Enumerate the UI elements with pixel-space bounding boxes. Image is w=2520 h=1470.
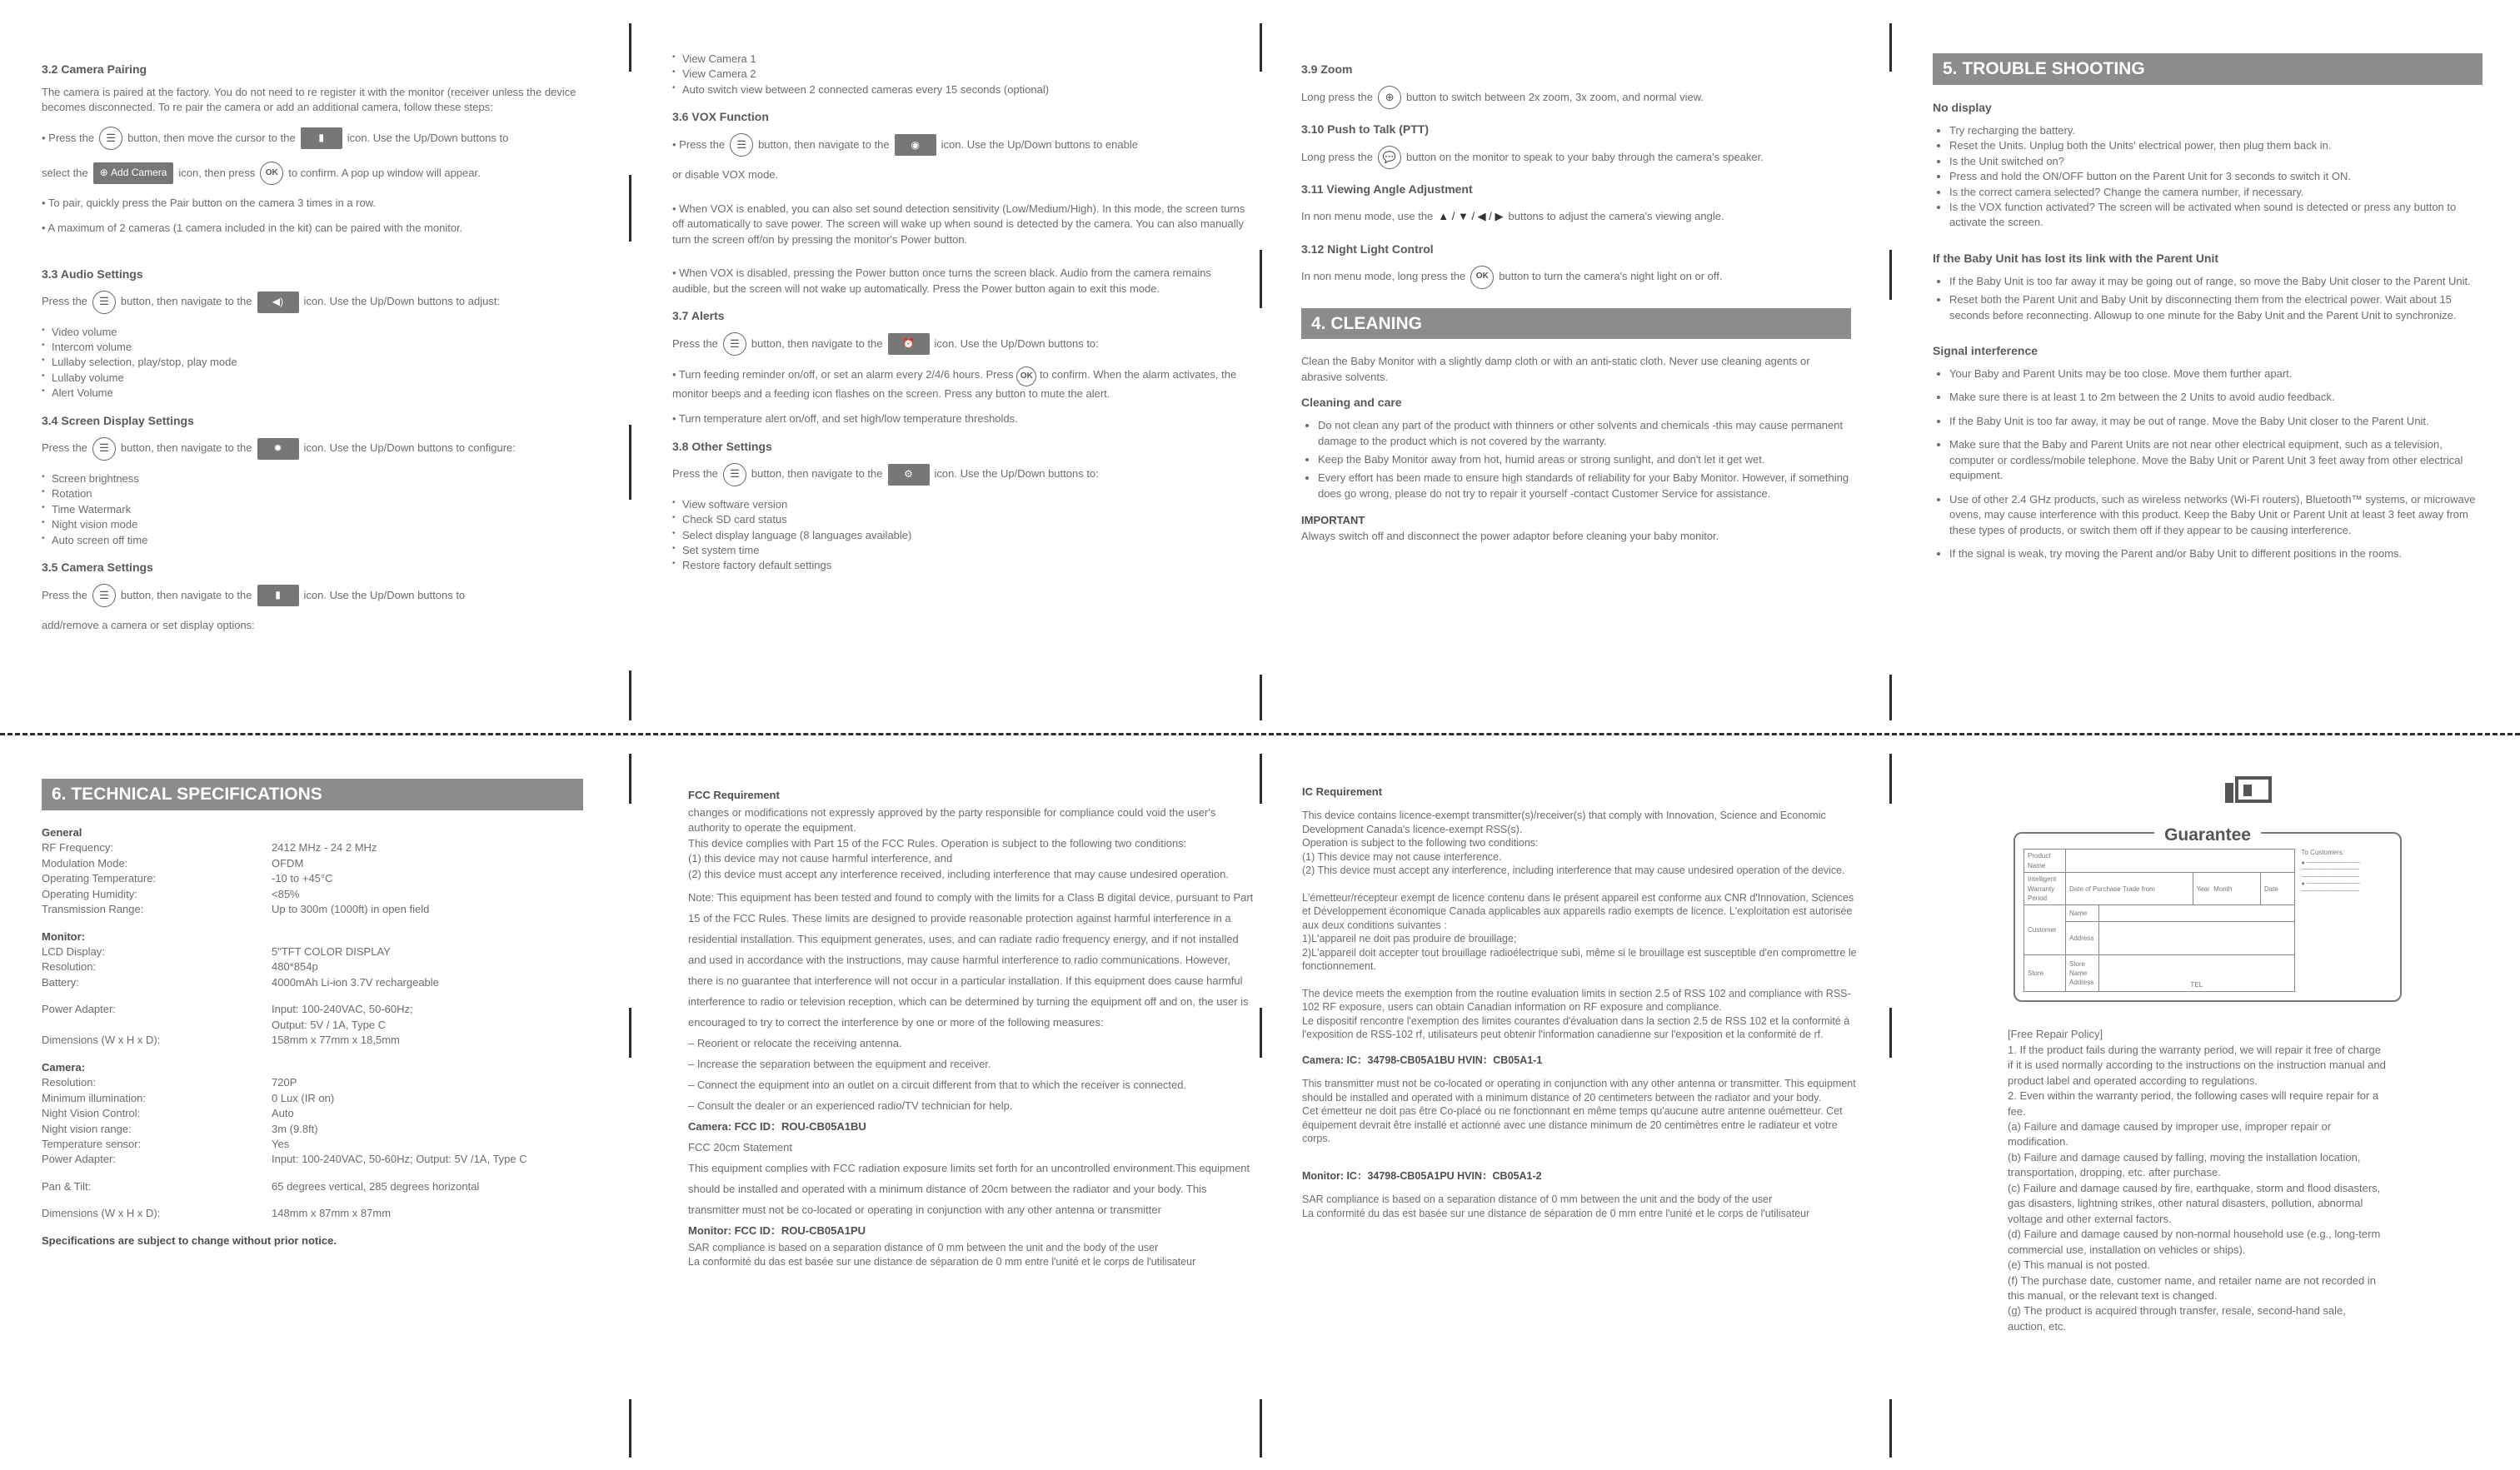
other-settings-list [672, 497, 1247, 574]
vox-row: • Press the ☰ button, then navigate to the ◉ icon. Use the Up/Down buttons to enable [672, 132, 1247, 157]
spec-value: 480*854p [272, 960, 318, 974]
ic-heading: IC Requirement [1302, 785, 1383, 798]
heading-3-5: 3.5 Camera Settings [42, 560, 153, 574]
list-item: • Reset both the Parent Unit and Baby Unit by disconnecting them from the electrical power. Wait about 15 seconds before reconnecting. Allowup to one minute for the Baby Unit and the Parent Unit to synchronize. [1949, 292, 2483, 323]
spec-label: LCD Display: [42, 944, 105, 958]
spec-group-title: Camera: [42, 1060, 86, 1074]
ok-icon: OK [1470, 266, 1494, 289]
fold-line-2b [1260, 250, 1262, 308]
fold-line-3f [1889, 1399, 1892, 1458]
list-item: • If the Baby Unit is too far away it may be going out of range, so move the Baby Unit closer to the Parent Unit. [1949, 274, 2483, 289]
no-display-list [1949, 123, 2483, 231]
fold-line-3d [1889, 754, 1892, 804]
add-camera-icon: ⊕ Add Camera [93, 162, 174, 184]
spec-value: 4000mAh Li-ion 3.7V rechargeable [272, 975, 439, 989]
list-item: • Intercom volume [42, 340, 591, 355]
ok-icon: OK [260, 162, 283, 185]
spec-group [42, 825, 583, 918]
spec-value: Output: 5V / 1A, Type C [272, 1018, 387, 1031]
guarantee-table: Product Name Intelligent Warranty Period Date of Purchase Trade from Year Month Date Customer Name Address Store Store Name Address TEL [2023, 849, 2295, 992]
spec-group-title: Monitor: [42, 929, 85, 943]
panel-tech-specs [42, 779, 583, 1445]
panel-vox-alerts [672, 52, 1247, 701]
fold-line-1c [629, 425, 631, 500]
spec-group [42, 929, 583, 991]
spec-label: Power Adapter: [42, 1153, 116, 1166]
camera-settings-row: Press the ☰ button, then navigate to the ▮ icon. Use the Up/Down buttons to [42, 583, 591, 608]
spec-label: Dimensions (W x H x D): [42, 1034, 161, 1047]
list-item: • Auto switch view between 2 connected cameras every 15 seconds (optional) [672, 82, 1247, 97]
fcc-camera-id: Camera: FCC ID：ROU-CB05A1BU [688, 1120, 866, 1134]
list-item: • Do not clean any part of the product with thinners or other solvents and chemicals -this may cause permanent damage to the product which is not covered by the warranty. [1318, 418, 1851, 449]
fold-line-2f [1260, 1399, 1262, 1458]
spec-value: Auto [272, 1107, 294, 1120]
audio-row: Press the ☰ button, then navigate to the ◀) icon. Use the Up/Down buttons to adjust: [42, 290, 591, 315]
spec-label: Transmission Range: [42, 903, 144, 916]
list-item: • Try recharging the battery. [1949, 123, 2483, 138]
signal-list [1949, 366, 2483, 562]
list-item: • Restore factory default settings [672, 558, 1247, 573]
spec-group [42, 1206, 583, 1221]
heading-3-7: 3.7 Alerts [672, 308, 725, 322]
menu-icon: ☰ [99, 127, 122, 150]
fold-line-3a [1889, 23, 1892, 72]
spec-value: Input: 100-240VAC, 50-60Hz; [272, 1003, 413, 1016]
zoom-icon: ⊕ [1378, 86, 1401, 109]
pairing-step-1: • Press the ☰ button, then move the cursor to the ▮ icon. Use the Up/Down buttons to [42, 126, 591, 151]
angle-row: In non menu mode, use the ▲ / ▼ / ◀ / ▶ buttons to adjust the camera's viewing angle. [1301, 205, 1851, 230]
menu-icon: ☰ [723, 463, 746, 486]
fold-line-horizontal [0, 733, 2520, 735]
spec-value: 2412 MHz - 24 2 MHz [272, 841, 377, 855]
spec-label [42, 1018, 272, 1033]
trouble-banner: 5. TROUBLE SHOOTING [1933, 53, 2483, 85]
list-item: • View Camera 1 [672, 52, 1247, 67]
spec-group [42, 1179, 583, 1194]
cleaning-intro: Clean the Baby Monitor with a slightly damp cloth or with an anti-static cloth. Never use cleaning agents or abrasive solvents. [1301, 355, 1810, 383]
speaker-icon: ◀) [257, 292, 299, 313]
spec-value: OFDM [272, 856, 304, 870]
spec-group [42, 1002, 583, 1048]
cleaning-banner: 4. CLEANING [1301, 308, 1851, 340]
fold-line-1g [629, 1399, 631, 1458]
talk-icon: 💬 [1378, 146, 1401, 169]
cleaning-care-heading: Cleaning and care [1301, 396, 1402, 410]
fold-line-3c [1889, 675, 1892, 720]
list-item: • Is the VOX function activated? The screen will be activated when sound is detected or press any button to activate the screen. [1949, 200, 2483, 231]
fold-line-1e [629, 754, 631, 804]
other-settings-row: Press the ☰ button, then navigate to the ⚙ icon. Use the Up/Down buttons to: [672, 462, 1247, 487]
list-item: • Time Watermark [42, 502, 591, 517]
heading-3-4: 3.4 Screen Display Settings [42, 413, 194, 427]
alarm-icon: ⏰ [888, 333, 930, 355]
spec-value: <85% [272, 887, 300, 900]
list-item: • Lullaby volume [42, 371, 591, 386]
arrow-icons: ▲ / ▼ / ◀ / ▶ [1438, 210, 1504, 223]
list-item: • If the Baby Unit is too far away, it may be out of range. Move the Baby Unit closer to the Parent Unit. [1949, 414, 2483, 429]
fold-line-2d [1260, 754, 1262, 804]
spec-value: 3m (9.8ft) [272, 1122, 318, 1135]
spec-value: 5"TFT COLOR DISPLAY [272, 944, 391, 958]
ic-monitor-id: Monitor: IC：34798-CB05A1PU HVIN：CB05A1-2 [1302, 1169, 1542, 1182]
list-item: • Lullaby selection, play/stop, play mode [42, 355, 591, 370]
guarantee-title: Guarantee [2154, 823, 2261, 848]
list-item: • Screen brightness [42, 471, 591, 486]
heading-3-10: 3.10 Push to Talk (PTT) [1301, 122, 1429, 136]
list-item: • Use of other 2.4 GHz products, such as wireless networks (Wi-Fi routers), Bluetooth™ systems, or microwave ovens, may cause interference with this product. Keep the Baby Unit or Parent Unit at least 3 feet away from these types of products, or switch them off if they appear to be causing interference. [1949, 492, 2483, 538]
list-item: • Keep the Baby Monitor away from hot, humid areas or strong sunlight, and don't let it get wet. [1318, 452, 1851, 467]
spec-value: 65 degrees vertical, 285 degrees horizontal [272, 1179, 480, 1193]
fold-line-3e [1889, 1008, 1892, 1058]
display-row: Press the ☰ button, then navigate to the ✹ icon. Use the Up/Down buttons to configure: [42, 436, 591, 461]
vox-enabled-text: • When VOX is enabled, you can also set sound detection sensitivity (Low/Medium/High). In this mode, the screen turns off automatically to save power. The screen will wake up when sound is detected by the camera. You can also manually turn the screen off/on by pressing the monitor's Power button. [672, 202, 1245, 246]
pairing-tip-2: • A maximum of 2 cameras (1 camera included in the kit) can be paired with the monitor. [42, 222, 463, 235]
ok-icon: OK [1016, 366, 1036, 386]
list-item: • Press and hold the ON/OFF button on the Parent Unit for 3 seconds to switch it ON. [1949, 169, 2483, 184]
ptt-row: Long press the 💬 button on the monitor to speak to your baby through the camera's speaker. [1301, 145, 1851, 170]
list-item: • Video volume [42, 325, 591, 340]
spec-label: Pan & Tilt: [42, 1179, 92, 1193]
fold-line-3b [1889, 250, 1892, 300]
list-item: • Auto screen off time [42, 533, 591, 548]
fcc-note: Note: This equipment has been tested and found to comply with the limits for a Class B digital device, pursuant to Part 15 of the FCC Rules. These limits are designed to provide reasonable protection against harmful interference in a residential installation. This equipment generates, uses, and can radiate radio frequency energy, and if not installed and used in accordance with the instructions, may cause harmful interference to radio communications. However, there is no guarantee that interference will not occur in a particular installation. If this equipment does cause harmful interference to radio or television reception, which can be determined by turning the equipment off and on, the user is encouraged to try to correct the interference by one or more of the following measures: [688, 891, 1254, 1029]
heading-3-12: 3.12 Night Light Control [1301, 242, 1434, 256]
list-item: • Check SD card status [672, 512, 1247, 527]
list-item: • Set system time [672, 543, 1247, 558]
spec-label: Night vision range: [42, 1122, 132, 1135]
zoom-row: Long press the ⊕ button to switch between 2x zoom, 3x zoom, and normal view. [1301, 85, 1851, 110]
fcc-statement-heading: FCC 20cm Statement [688, 1141, 792, 1154]
spec-label: RF Frequency: [42, 841, 113, 855]
fcc-heading: FCC Requirement [688, 789, 780, 801]
fold-line-2a [1260, 23, 1262, 72]
list-item: • Your Baby and Parent Units may be too close. Move them further apart. [1949, 366, 2483, 381]
display-list [42, 471, 591, 548]
brand-logo [2008, 775, 2491, 815]
spec-label: Resolution: [42, 1076, 97, 1089]
specs-note: Specifications are subject to change without prior notice. [42, 1233, 337, 1247]
list-item: • Every effort has been made to ensure high standards of reliability for your Baby Monitor. However, if something does go wrong, please do not try to repair it yourself -contact Customer Service for assistance. [1318, 471, 1851, 501]
list-item: • Is the Unit switched on? [1949, 154, 2483, 169]
spec-group [42, 1060, 583, 1168]
spec-label: Power Adapter: [42, 1003, 116, 1016]
panel-fcc: FCC Requirement changes or modifications not expressly approved by the party responsible for compliance could void the user's authority to operate the equipment. This device complies with Part 15 of the FCC Rules. Operation is subject to the following two conditions: (1) this device may not cause harmful interference, and (2) this device must accept any interference received, including interference that may cause undesired operation. Note: This equipment has been tested and found to comply with the limits for a Class B digital device, pursuant to Part 15 of the FCC Rules. These limits are designed to provide reasonable protection against harmful interference in a residential installation. This equipment generates, uses, and can radiate radio frequency energy, and if not installed and used in accordance with the instructions, may cause harmful interference to radio communications. However, there is no guarantee that interference will not occur in a particular installation. If this equipment does cause harmful interference to radio or television reception, which can be determined by turning the equipment off and on, the user is encouraged to try to correct the interference by one or more of the following measures: – Reorient or relocate the receiving antenna. – Increase the separation between the equipment and receiver. – Connect the equipment into an outlet on a circuit different from that to which the receiver is connected. – Consult the dealer or an experienced radio/TV technician for help. Camera: FCC ID：ROU-CB05A1BU FCC 20cm Statement This equipment complies with FCC radiation exposure limits set forth for an uncontrolled environment.This equipment should be installed and operated with a minimum distance of 20cm between the radiator and your body. This transmitter must not be co-located or operating in conjunction with any other antenna or transmitter Monitor: FCC ID：ROU-CB05A1PU SAR compliance is based on a separation distance of 0 mm between the unit and the body of the user La conformité du das est basée sur une distance de séparation de 0 mm entre l'unité et le corps de l'utilisateur [688, 785, 1255, 1418]
panel-controls-cleaning [1301, 50, 1851, 700]
spec-label: Temperature sensor: [42, 1137, 142, 1150]
guarantee-card [2014, 825, 2402, 1002]
list-item: • Night vision mode [42, 517, 591, 532]
lost-link-heading: If the Baby Unit has lost its link with the Parent Unit [1933, 251, 2219, 265]
menu-icon: ☰ [92, 584, 116, 607]
spec-value: 720P [272, 1076, 297, 1089]
spec-label: Night Vision Control: [42, 1107, 141, 1120]
menu-icon: ☰ [730, 133, 753, 157]
important-text: Always switch off and disconnect the power adaptor before cleaning your baby monitor. [1301, 529, 1719, 542]
list-item: • Is the correct camera selected? Change the camera number, if necessary. [1949, 185, 2483, 200]
spec-value: 148mm x 87mm x 87mm [272, 1207, 392, 1220]
vox-tail: or disable VOX mode. [672, 168, 779, 182]
list-item: • Rotation [42, 486, 591, 501]
menu-icon: ☰ [723, 332, 746, 356]
list-item: • Reset the Units. Unplug both the Units' electrical power, then plug them back in. [1949, 138, 2483, 153]
fcc-sar: SAR compliance is based on a separation distance of 0 mm between the unit and the body of the user La conformité du das est basée sur une distance de séparation de 0 mm entre l'unité et le corps de l'utilisateur [688, 1242, 1196, 1268]
brand-logo-mark [2222, 775, 2277, 811]
camera-icon: ▮ [301, 127, 342, 149]
panel-camera-settings [42, 50, 591, 700]
lost-link-list [1949, 274, 2483, 323]
spec-label: Battery: [42, 975, 79, 989]
spec-label: Resolution: [42, 960, 97, 974]
panel-guarantee [2008, 775, 2491, 1441]
heading-3-9: 3.9 Zoom [1301, 62, 1353, 76]
pairing-tip-1: • To pair, quickly press the Pair button on the camera 3 times in a row. [42, 196, 377, 209]
fcc-intro: changes or modifications not expressly approved by the party responsible for compliance could void the user's authority to operate the equipment. This device complies with Part 15 of the FCC Rules. Operation is subject to the following two conditions: (1) this device may not cause harmful interference, and (2) this device must accept any interference received, including interference that may cause undesired operation. [688, 806, 1229, 880]
spec-groups [42, 825, 583, 1222]
night-light-row: In non menu mode, long press the OK button to turn the camera's night light on or off. [1301, 265, 1851, 290]
list-item: • Alert Volume [42, 386, 591, 401]
audio-list [42, 325, 591, 401]
heading-3-8: 3.8 Other Settings [672, 439, 772, 453]
heading-3-6: 3.6 VOX Function [672, 110, 769, 124]
fold-line-1d [629, 670, 631, 720]
spec-label: Minimum illumination: [42, 1091, 146, 1104]
alerts-temp-text: • Turn temperature alert on/off, and set high/low temperature thresholds. [672, 412, 1018, 426]
cleaning-list [1318, 418, 1851, 501]
fcc-monitor-id: Monitor: FCC ID：ROU-CB05A1PU [688, 1224, 866, 1238]
camera-settings-tail: add/remove a camera or set display options: [42, 618, 255, 631]
fcc-statement: This equipment complies with FCC radiation exposure limits set forth for an uncontrolled environment.This equipment should be installed and operated with a minimum distance of 20cm between the radiator and your body. This transmitter must not be co-located or operating in conjunction with any other antenna or transmitter [688, 1162, 1250, 1217]
spec-value: Yes [272, 1137, 290, 1150]
list-item: • Make sure that the Baby and Parent Units are not near other electrical equipment, such as a television, computer or cordless/mobile telephone. Move the Baby Unit or Parent Unit 3 feet away from other electrical equipment. [1949, 437, 2483, 483]
list-item: • View Camera 2 [672, 67, 1247, 82]
signal-heading: Signal interference [1933, 344, 2038, 358]
list-item: • Select display language (8 languages available) [672, 528, 1247, 543]
spec-label: Operating Humidity: [42, 887, 137, 900]
panel-ic: IC Requirement This device contains licence-exempt transmitter(s)/receiver(s) that comply with Innovation, Science and Economic Development Canada's licence-exempt RSS(s). Operation is subject to the following two conditions: (1) This device may not cause interference. (2) This device must accept any interference, including interference that may cause undesired operation of the device. L'émetteur/récepteur exempt de licence contenu dans le présent appareil est conforme aux CNR d'Innovation, Sciences et Développement économique Canada applicables aux appareils radio exempts de licence. L'exploitation est autorisée aux deux conditions suivantes : 1)L'appareil ne doit pas produire de brouillage; 2)L'appareil doit accepter tout brouillage radioélectrique subi, même si le brouillage est susceptible d'en compromettre le fonctionnement. The device meets the exemption from the routine evaluation limits in section 2.5 of RSS 102 and compliance with RSS-102 RF exposure, users can obtain Canadian information on RF exposure and compliance. Le dispositif rencontre l'exemption des limites courantes d'évaluation dans la section 2.5 de RSS 102 et la conformité à l'exposition de RSS-102 rf, utilisateurs peut obtenir l'information canadienne sur l'exposition et la conformité de rf. Camera: IC：34798-CB05A1BU HVIN：CB05A1-1 This transmitter must not be co-located or operating in conjunction with any other antenna or transmitter. This equipment should be installed and operated with a minimum distance of 20 centimeters between the radiator and your body. Cet émetteur ne doit pas être Co-placé ou ne fonctionnant en même temps qu'aucune autre antenne ouémetteur. Cet équipement devrait être installé et actionné avec une distance minimum de 20 centimètres entre le radiateur et votre corps. Monitor: IC：34798-CB05A1PU HVIN：CB05A1-2 SAR compliance is based on a separation distance of 0 mm between the unit and the body of the user La conformité du das est basée sur une distance de séparation de 0 mm entre l'unité et le corps de l'utilisateur [1302, 785, 1860, 1418]
fold-line-1f [629, 1008, 631, 1058]
menu-icon: ☰ [92, 437, 116, 461]
spec-label: Dimensions (W x H x D): [42, 1207, 161, 1220]
alerts-row: Press the ☰ button, then navigate to the ⏰ icon. Use the Up/Down buttons to: [672, 331, 1247, 356]
fold-line-1b [629, 175, 631, 242]
spec-value: Up to 300m (1000ft) in open field [272, 903, 430, 916]
spec-value: 158mm x 77mm x 18,5mm [272, 1034, 400, 1047]
brightness-icon: ✹ [257, 438, 299, 460]
to-customers-note: To Customers: ● ───────────── ────────────── ────────────── ● ───────────── ────────────── [2301, 849, 2361, 894]
spec-value: -10 to +45°C [272, 872, 333, 885]
pairing-step-2: select the ⊕ Add Camera icon, then press OK to confirm. A pop up window will appear. [42, 161, 591, 186]
menu-icon: ☰ [92, 291, 116, 314]
pairing-intro: The camera is paired at the factory. You do not need to re register it with the monitor (receiver unless the device becomes disconnected. To re pair the camera or add an additional camera, follow these steps: [42, 85, 576, 114]
important-heading: IMPORTANT [1301, 514, 1365, 527]
vox-icon: ◉ [895, 134, 936, 156]
spec-value: Input: 100-240VAC, 50-60Hz; Output: 5V /1A, Type C [272, 1153, 527, 1166]
no-display-heading: No display [1933, 100, 1992, 114]
spec-label: Operating Temperature: [42, 872, 157, 885]
vox-disabled-text: • When VOX is disabled, pressing the Power button once turns the screen black. Audio from the camera remains audible, but the screen will not wake up automatically. Press the Power button again to exit this mode. [672, 267, 1211, 295]
settings-icon: ⚙ [888, 464, 930, 486]
heading-3-3: 3.3 Audio Settings [42, 267, 143, 281]
spec-group-title: General [42, 825, 82, 839]
specs-banner: 6. TECHNICAL SPECIFICATIONS [42, 779, 583, 810]
fold-line-2e [1260, 1008, 1262, 1058]
panel-trouble-shooting [1933, 53, 2483, 703]
alerts-feeding-text: • Turn feeding reminder on/off, or set an alarm every 2/4/6 hours. Press OK to confirm. When the alarm activates, the monitor beeps and a feeding icon flashes on the screen. Press any button to mute the alert. [672, 367, 1237, 400]
list-item: • View software version [672, 497, 1247, 512]
ic-camera-id: Camera: IC：34798-CB05A1BU HVIN：CB05A1-1 [1302, 1054, 1543, 1066]
camera-icon: ▮ [257, 585, 299, 606]
spec-value: 0 Lux (IR on) [272, 1091, 335, 1104]
fold-line-1a [629, 23, 631, 72]
list-item: • If the signal is weak, try moving the Parent and/or Baby Unit to different positions in the rooms. [1949, 546, 2483, 561]
heading-3-11: 3.11 Viewing Angle Adjustment [1301, 182, 1473, 196]
heading-3-2: 3.2 Camera Pairing [42, 62, 147, 76]
view-camera-list [672, 52, 1247, 97]
spec-label: Modulation Mode: [42, 856, 128, 870]
list-item: • Make sure there is at least 1 to 2m between the 2 Units to avoid audio feedback. [1949, 390, 2483, 405]
fold-line-2c [1260, 675, 1262, 720]
repair-policy: [Free Repair Policy] 1. If the product fails during the warranty period, we will repair it free of charge if it is used normally according to the instructions on the instruction manual and product label and operated according to regulations. 2. Even within the warranty period, the following cases will require repair for a fee. (a) Failure and damage caused by improper use, improper repair or modification. (b) Failure and damage caused by falling, moving the installation location, transportation, dropping, etc. after purchase. (c) Failure and damage caused by fire, earthquake, storm and flood disasters, gas disasters, lightning strikes, other natural disasters, pollution, abnormal voltage and other external factors. (d) Failure and damage caused by non-normal household use (e.g., long-term commercial use, installation on vehicles or ships). (e) This manual is not posted. (f) The purchase date, customer name, and retailer name are not recorded in this manual, or the relevant text is changed. (g) The product is acquired through transfer, resale, second-hand sale, auction, etc. [2008, 1028, 2386, 1333]
